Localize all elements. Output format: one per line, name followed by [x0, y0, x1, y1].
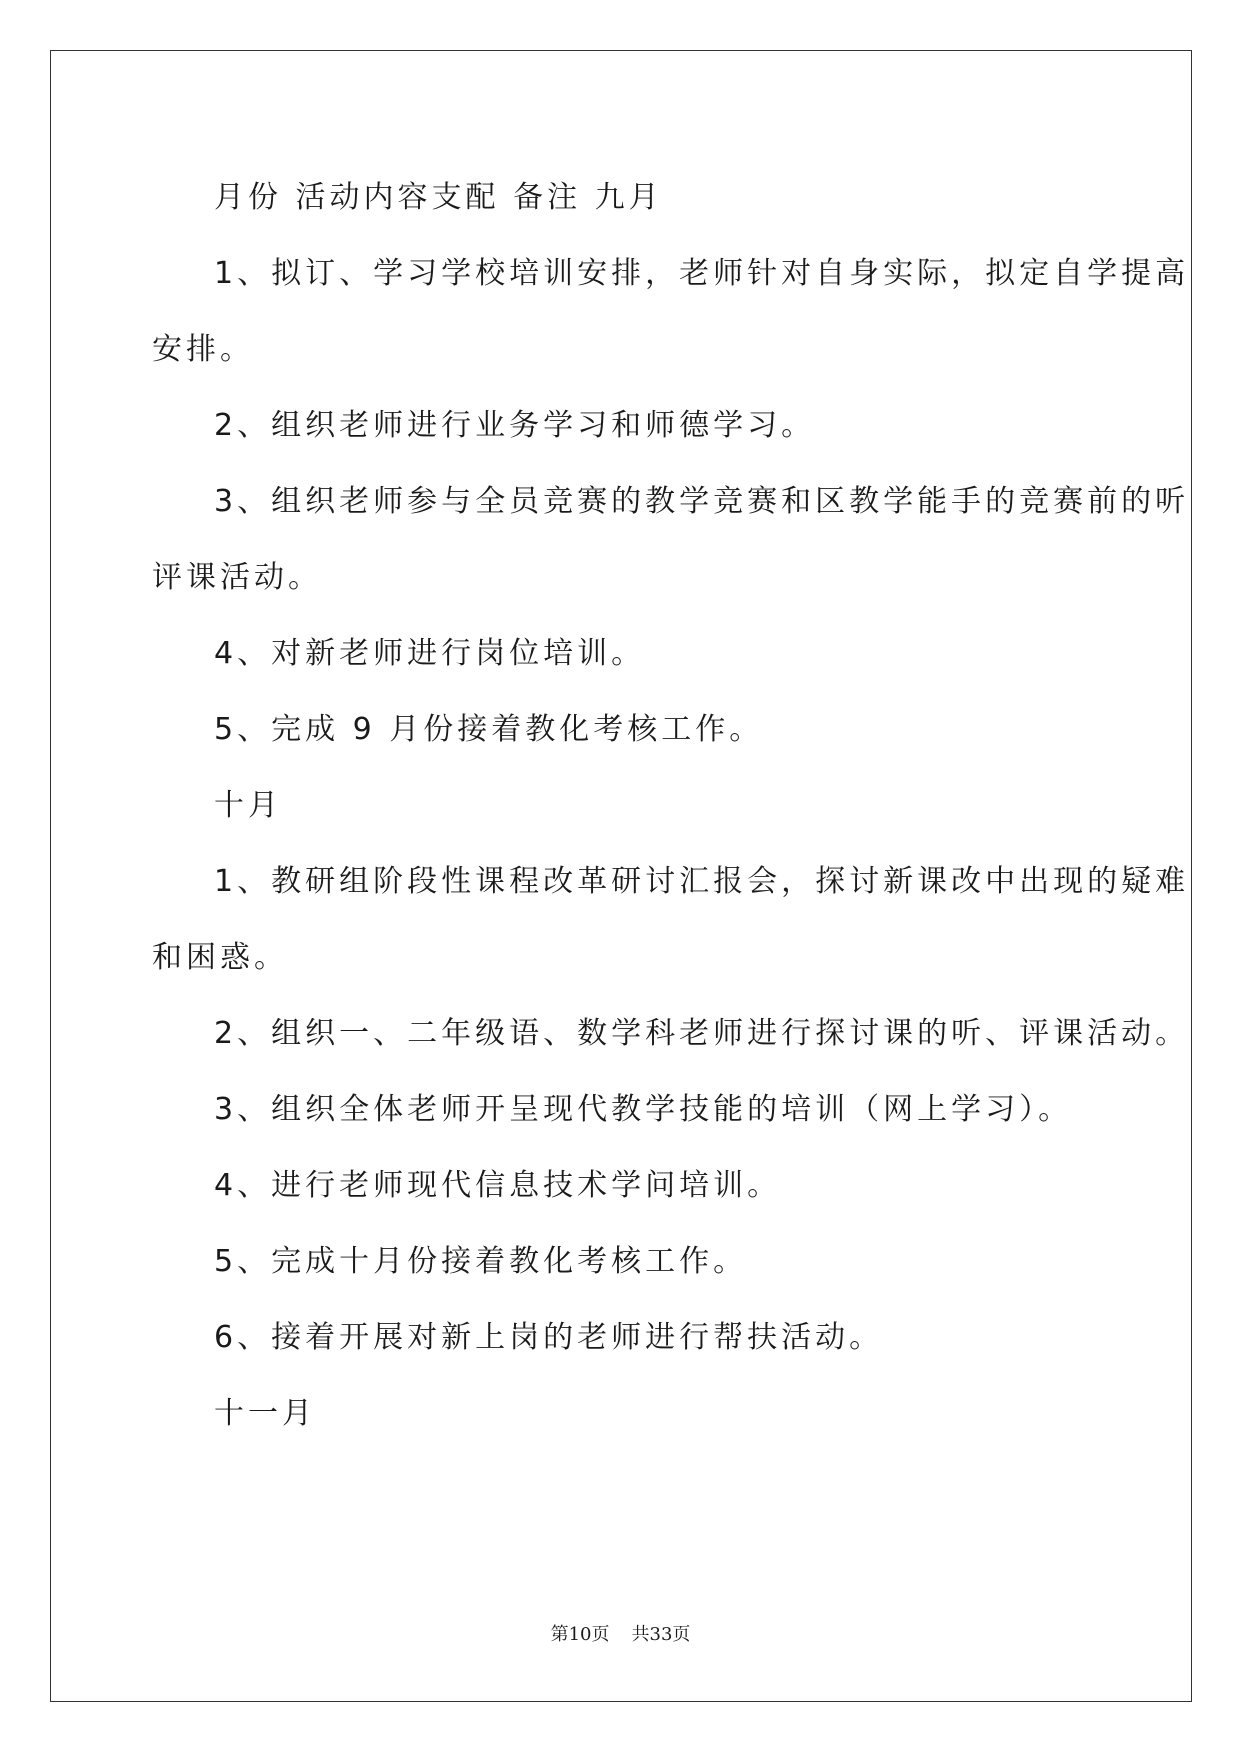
paragraph-oct-item-6: 6、接着开展对新上岗的老师进行帮扶活动。 [214, 1320, 884, 1355]
document-body [152, 160, 1190, 1452]
paragraph-sep-item-1: 1、拟订、学习学校培训安排，老师针对自身实际，拟定自学提高 [214, 256, 1190, 291]
paragraph-oct-item-1-cont: 和困惑。 [152, 940, 288, 975]
total-page-count: 共33页 [631, 1624, 691, 1645]
paragraph-sep-item-3: 3、组织老师参与全员竞赛的教学竞赛和区教学能手的竞赛前的听 [214, 484, 1190, 519]
paragraph-sep-item-1-cont: 安排。 [152, 332, 254, 367]
heading-november: 十一月 [214, 1396, 316, 1431]
heading-october: 十月 [214, 788, 282, 823]
paragraph-oct-item-2: 2、组织一、二年级语、数学科老师进行探讨课的听、评课活动。 [214, 1016, 1190, 1051]
paragraph-month-header: 月份 活动内容支配 备注 九月 [214, 180, 663, 215]
paragraph-sep-item-4: 4、对新老师进行岗位培训。 [214, 636, 646, 671]
paragraph-oct-item-1: 1、教研组阶段性课程改革研讨汇报会，探讨新课改中出现的疑难 [214, 864, 1190, 899]
paragraph-sep-item-2: 2、组织老师进行业务学习和师德学习。 [214, 408, 816, 443]
current-page-number: 第10页 [550, 1624, 610, 1645]
paragraph-oct-item-5: 5、完成十月份接着教化考核工作。 [214, 1244, 748, 1279]
page-footer [0, 1620, 1241, 1646]
paragraph-oct-item-4: 4、进行老师现代信息技术学问培训。 [214, 1168, 782, 1203]
paragraph-sep-item-5: 5、完成 9 月份接着教化考核工作。 [214, 712, 764, 747]
paragraph-sep-item-3-cont: 评课活动。 [152, 560, 322, 595]
paragraph-oct-item-3: 3、组织全体老师开呈现代教学技能的培训（网上学习）。 [214, 1092, 1073, 1127]
